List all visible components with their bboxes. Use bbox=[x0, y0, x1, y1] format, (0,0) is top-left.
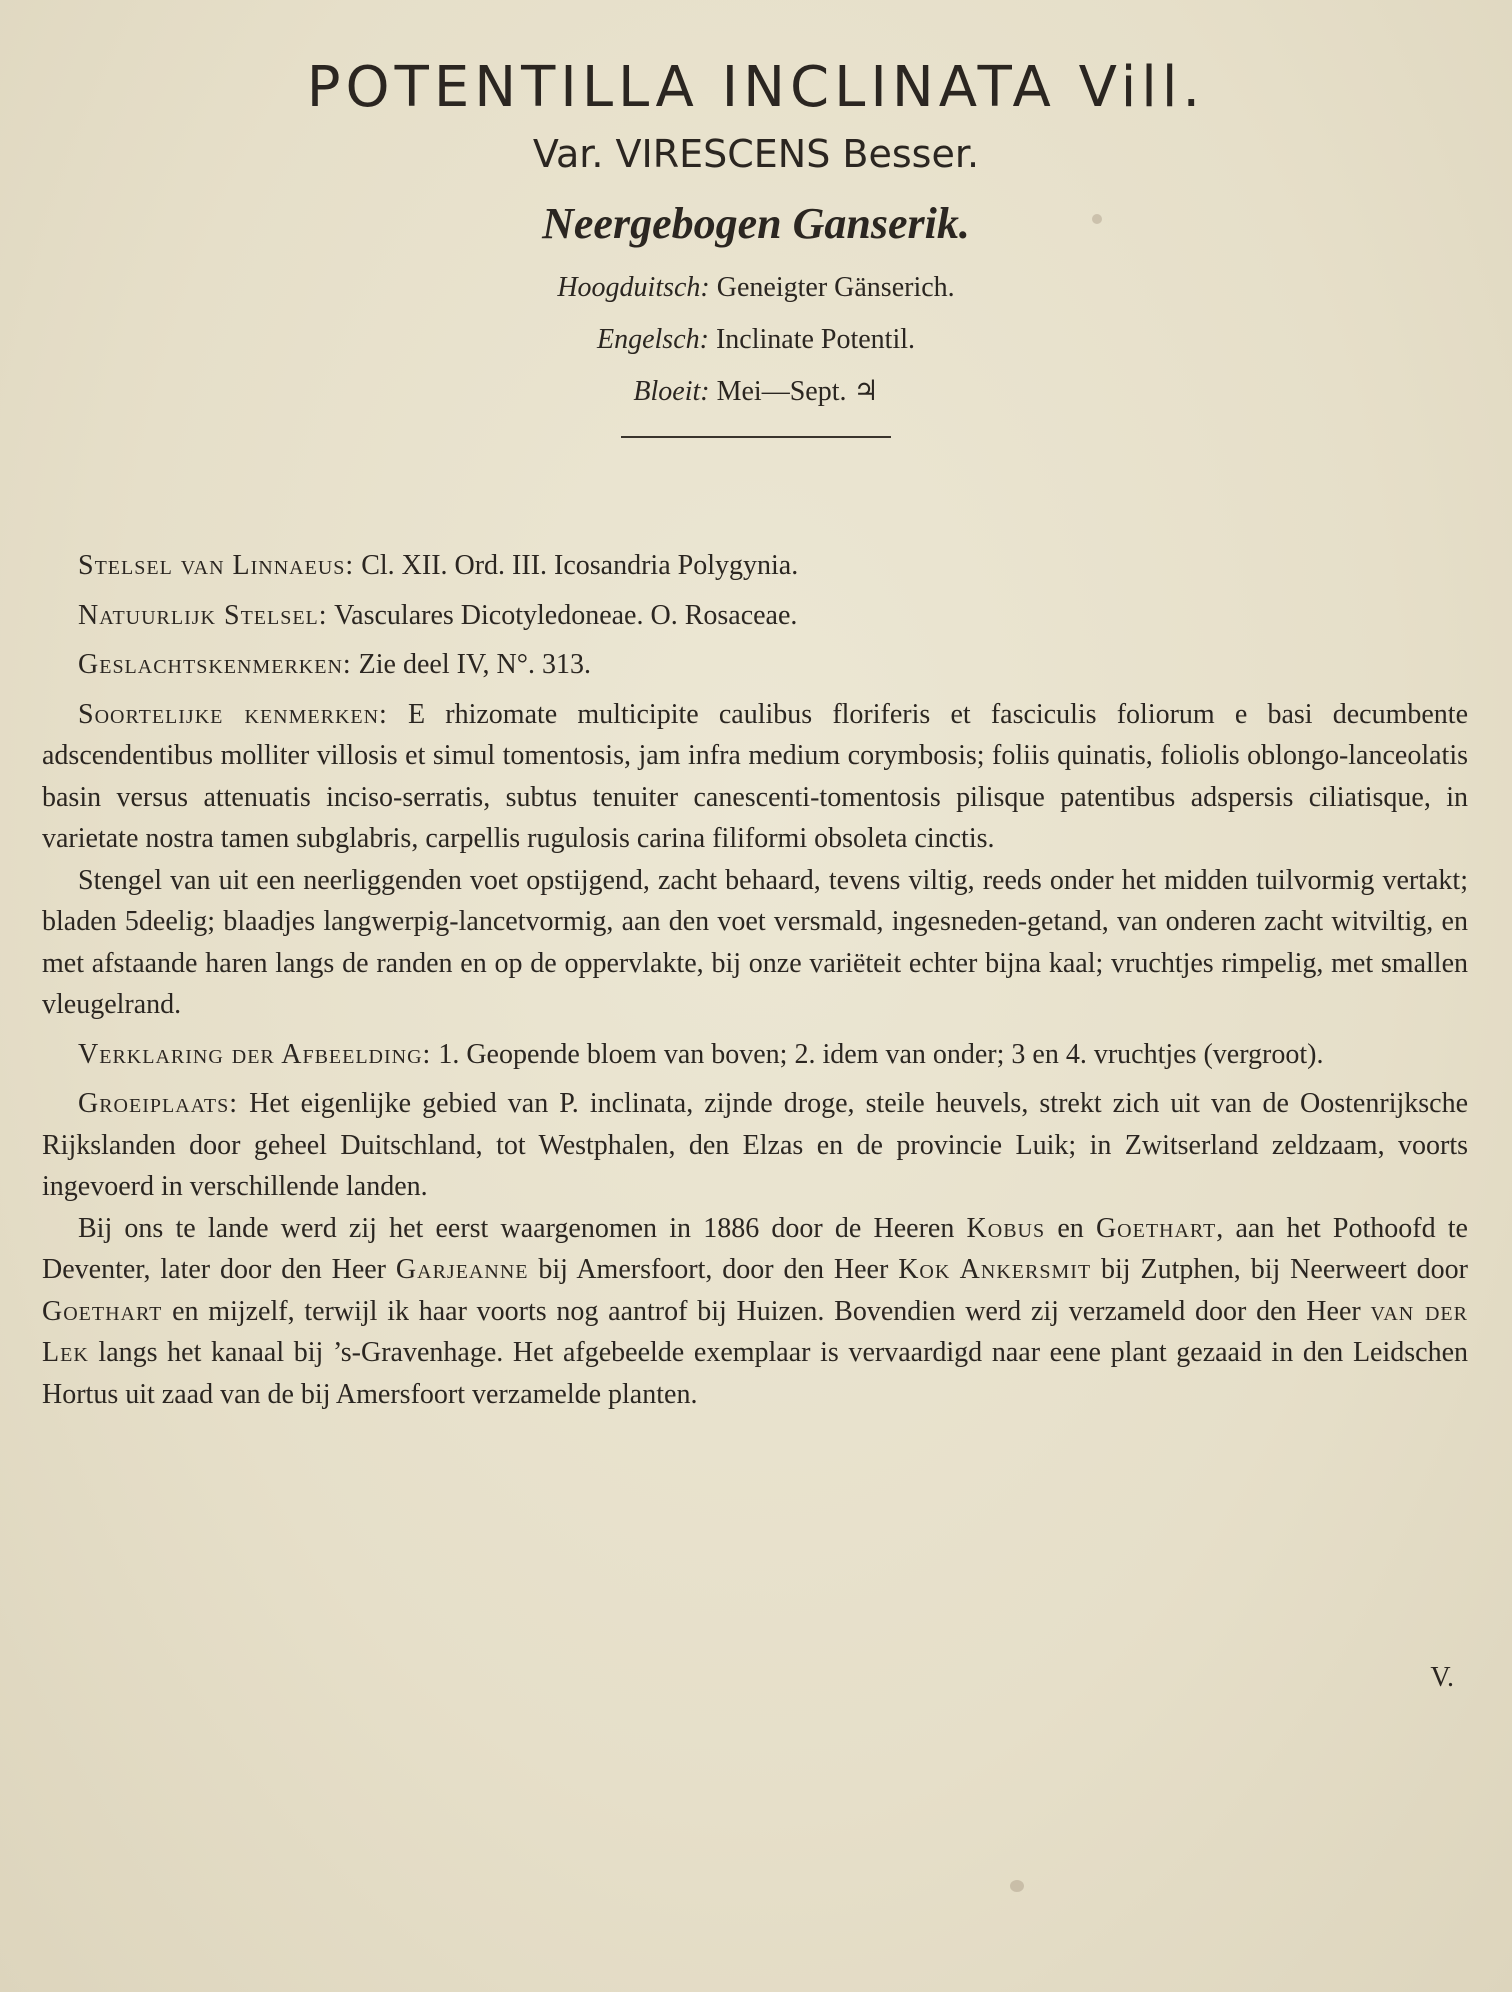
name-label: Hoogduitsch: bbox=[557, 272, 710, 303]
name-line-german bbox=[0, 262, 1512, 314]
header bbox=[0, 48, 1512, 456]
paper-spot bbox=[1010, 1880, 1024, 1892]
body-text bbox=[42, 545, 1468, 1423]
section-label: Natuurlijk Stelsel: bbox=[78, 599, 328, 631]
linnaeus-paragraph bbox=[42, 545, 1468, 587]
person-name: Goethart bbox=[1095, 1212, 1217, 1244]
common-name: Neergebogen Ganserik. bbox=[542, 199, 970, 248]
habitat-paragraph bbox=[42, 1083, 1468, 1208]
section-text: Zie deel IV, N°. 313. bbox=[358, 649, 591, 680]
divider bbox=[621, 436, 891, 438]
natural-system-paragraph bbox=[42, 595, 1468, 637]
section-text: Vasculares Dicotyledoneae. O. Rosaceae. bbox=[334, 599, 798, 631]
findings-text: en mijzelf, terwijl ik haar voorts nog aantrof bij Huizen. Bovendien werd zij verzameld door den Heer bbox=[162, 1295, 1371, 1327]
section-text: Cl. XII. Ord. III. Icosandria Polygynia. bbox=[361, 550, 799, 581]
author-signature: V. bbox=[1430, 1662, 1454, 1693]
findings-text: bij Amersfoort, door den Heer bbox=[528, 1254, 899, 1285]
section-label: Verklaring der Afbeelding: bbox=[78, 1038, 432, 1070]
name-line-english bbox=[0, 314, 1512, 366]
section-text: Het eigenlijke gebied van P. inclinata, zijnde droge, steile heuvels, strekt zich uit van de Oostenrijksche Rijkslanden door geheel Duitschland, tot Westphalen, den Elzas en de provincie Luik; in Zwitserland zeldzaam, voorts ingevoerd in verschillende landen. bbox=[42, 1088, 1468, 1202]
species-title: POTENTILLA INCLINATA Vill. bbox=[306, 55, 1206, 120]
figure-paragraph bbox=[42, 1034, 1468, 1076]
name-line-flowering bbox=[0, 366, 1512, 418]
person-name: Garjeanne bbox=[395, 1254, 529, 1285]
person-name: Kobus bbox=[966, 1212, 1046, 1244]
name-value: Mei—Sept. ♃ bbox=[716, 376, 879, 407]
variety-title: Var. VIRESCENS Besser. bbox=[532, 132, 980, 176]
section-label: Geslachtskenmerken: bbox=[78, 649, 352, 680]
findings-text: langs het kanaal bij ’s-Gravenhage. Het afgebeelde exemplaar is vervaardigd naar eene plant gezaaid in den Leidschen Hortus uit zaad van de bij Amersfoort verzamelde planten. bbox=[42, 1337, 1468, 1410]
name-value: Geneigter Gänserich. bbox=[716, 272, 955, 303]
name-label: Engelsch: bbox=[596, 324, 709, 355]
section-label: Stelsel van Linnaeus: bbox=[78, 550, 355, 581]
description-paragraph: Stengel van uit een neerliggenden voet opstijgend, zacht behaard, tevens viltig, reeds onder het midden tuilvormig vertakt; bladen 5deelig; blaadjes langwerpig-lancetvormig, aan den voet versmald, ingesneden-getand, van onderen zacht witviltig, en met afstaande haren langs de randen en op de oppervlakte, bij onze variëteit echter bijna kaal; vruchtjes rimpelig, met smallen vleugelrand. bbox=[42, 864, 1468, 1020]
name-label: Bloeit: bbox=[633, 376, 710, 407]
name-value: Inclinate Potentil. bbox=[715, 324, 916, 355]
section-label: Soortelijke kenmerken: bbox=[78, 698, 388, 730]
findings-text: Bij ons te lande werd zij het eerst waargenomen in 1886 door de Heeren bbox=[78, 1212, 967, 1244]
person-name: Kok Ankersmit bbox=[898, 1254, 1092, 1285]
person-name: van der Lek bbox=[42, 1295, 1468, 1368]
section-text: 1. Geopende bloem van boven; 2. idem van onder; 3 en 4. vruchtjes (vergroot). bbox=[438, 1038, 1324, 1070]
species-paragraph bbox=[42, 694, 1468, 860]
section-text: E rhizomate multicipite caulibus floriferis et fasciculis foliorum e basi decumbente adscendentibus molliter villosis et simul tomentosis, jam infra medium corymbosis; foliis quinatis, foliolis oblongo-lanceolatis basin versus attenuatis inciso-serratis, subtus tenuiter canescenti-tomentosis pilisque patentibus adspersis ciliatisque, in varietate nostra tamen subglabris, carpellis rugulosis carina filiformi obsoleta cinctis. bbox=[42, 698, 1468, 854]
person-name: Goethart bbox=[42, 1295, 163, 1327]
findings-paragraph bbox=[42, 1208, 1468, 1416]
section-label: Groeiplaats: bbox=[78, 1088, 239, 1119]
findings-text: , aan het Pothoofd te Deventer, later door den Heer bbox=[42, 1212, 1468, 1285]
genus-paragraph bbox=[42, 644, 1468, 686]
findings-text: en bbox=[1045, 1212, 1096, 1244]
findings-text: bij Zutphen, bij Neerweert door bbox=[1091, 1254, 1468, 1285]
